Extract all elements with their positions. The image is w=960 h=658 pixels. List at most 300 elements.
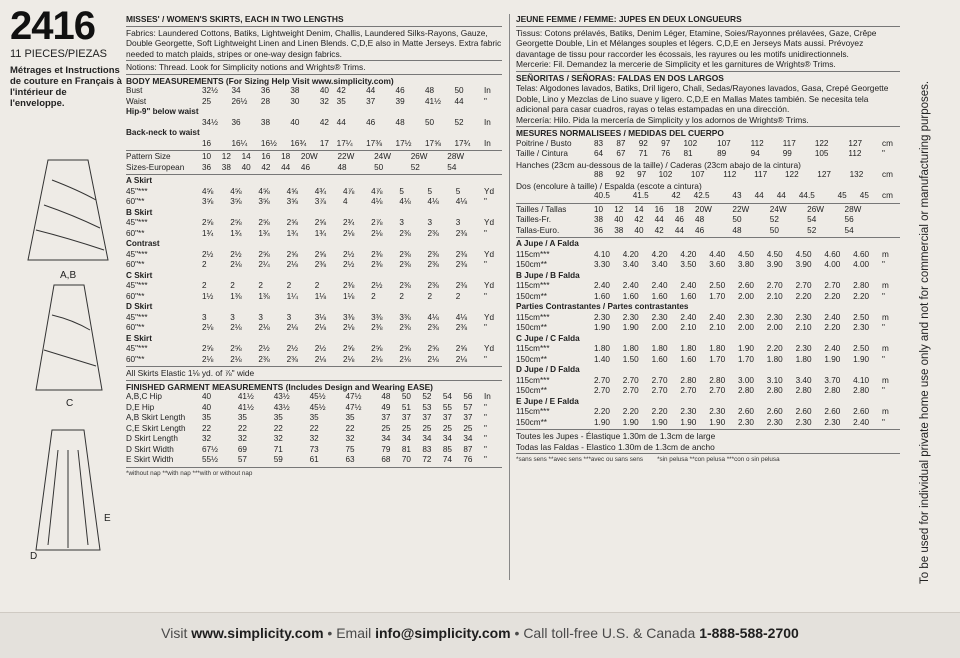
table-cell: 2½	[314, 344, 327, 353]
table-cell: 1½	[202, 291, 214, 301]
table-cell: 22	[237, 423, 247, 433]
table-cell: B Skirt	[126, 207, 153, 217]
table-cell: 25	[442, 423, 452, 433]
table-cell: 40	[202, 402, 212, 412]
table-cell: 2.40	[680, 312, 697, 322]
table-row	[516, 365, 900, 376]
table-cell: 2.50	[853, 344, 870, 353]
table-cell: 4.10	[594, 249, 610, 259]
table-cell: 36	[594, 225, 604, 235]
table-cell: 4⅛	[399, 197, 411, 206]
table-row	[126, 355, 502, 366]
table-cell: 28W	[447, 152, 465, 161]
table-cell: 22	[202, 423, 212, 433]
table-cell: 2½	[230, 249, 242, 259]
table-row	[516, 313, 900, 324]
table-cell: 2½	[202, 249, 214, 259]
table-cell: 5	[399, 186, 404, 196]
table-cell: 50	[374, 162, 384, 172]
table-row	[126, 302, 502, 313]
table-cell: 67½	[202, 444, 218, 454]
table-cell: 43	[732, 191, 742, 200]
table-cell: 72	[422, 455, 432, 464]
table-cell: 1.80	[766, 354, 783, 364]
table-cell: 25	[381, 423, 391, 433]
table-cell: 1.70	[737, 354, 754, 364]
table-cell: 2⅜	[427, 281, 439, 290]
table-cell: 48	[425, 86, 435, 95]
table-cell: 4⅞	[371, 186, 383, 196]
table-cell: 2.70	[766, 281, 783, 290]
table-cell: 38	[594, 215, 604, 224]
skirt-illustrations	[18, 150, 118, 590]
table-cell: 4.60	[853, 249, 870, 259]
table-cell: 1⅜	[230, 291, 242, 301]
table-cell: 44	[336, 117, 346, 127]
table-cell: 150cm**	[516, 386, 547, 395]
table-cell: 2⅞	[371, 218, 383, 227]
table-cell: 25	[401, 423, 411, 433]
table-cell: 2.80	[680, 375, 697, 385]
table-cell: m	[882, 249, 889, 259]
table-cell: 2.10	[709, 323, 726, 332]
table-cell: 1.60	[680, 354, 697, 364]
table-cell: 34	[401, 434, 411, 443]
table-cell: 44	[754, 191, 764, 200]
table-cell: Yd	[484, 218, 495, 227]
table-cell: 24W	[374, 152, 391, 161]
table-row	[126, 445, 502, 456]
table-cell: 2.60	[766, 407, 783, 416]
table-cell: 22	[309, 423, 319, 433]
table-cell: 2½	[342, 249, 355, 259]
table-cell: 2.30	[766, 417, 783, 427]
table-cell	[484, 163, 502, 174]
table-cell: 115cm***	[516, 281, 550, 290]
table-cell: 2⅛	[399, 354, 411, 364]
table-cell: 2.30	[709, 407, 726, 416]
table-cell: 3.10	[766, 375, 783, 385]
table-cell: m	[882, 407, 889, 416]
table-cell: 2.00	[737, 291, 754, 301]
table-cell: 117	[754, 170, 768, 179]
phone-number: 1-888-588-2700	[699, 625, 799, 641]
table-cell: 60"**	[126, 354, 145, 364]
table-cell: 46	[366, 117, 376, 127]
table-cell: 2.80	[709, 375, 726, 385]
table-row	[516, 170, 900, 181]
table-cell: 2.30	[680, 407, 697, 416]
table-row	[516, 376, 900, 387]
table-cell: 92	[638, 138, 648, 148]
table-cell: "	[882, 149, 885, 158]
table-cell: 3	[455, 218, 461, 227]
table-cell: 2⅝	[427, 344, 439, 353]
table-cell: 63	[345, 455, 355, 464]
table-cell: 24W	[769, 204, 787, 214]
table-cell: A,B,C Hip	[126, 392, 162, 401]
table-cell: 2.70	[594, 386, 610, 395]
table-cell: In	[484, 86, 491, 95]
table-cell: 3⅜	[371, 312, 383, 322]
table-cell: 2.20	[594, 407, 610, 416]
table-cell: 2⅜	[455, 228, 468, 238]
table-cell: 1¾	[230, 228, 242, 238]
table-cell: 64	[594, 149, 604, 158]
table-cell: 48	[732, 225, 742, 235]
table-cell	[484, 152, 502, 163]
table-row	[126, 229, 502, 240]
table-cell: 35	[336, 96, 346, 106]
table-cell: 2⅛	[202, 323, 214, 332]
table-cell: 45	[837, 191, 847, 200]
view-label-d: D	[30, 551, 38, 562]
table-cell: D Skirt Length	[126, 434, 178, 443]
table-cell: 45½	[309, 402, 326, 412]
table-cell: 2½	[286, 344, 298, 353]
table-cell: 41½	[425, 96, 441, 106]
table-cell: 42	[336, 86, 346, 95]
table-cell: 3⅝	[202, 197, 214, 206]
table-cell: 2.50	[709, 281, 726, 290]
table-row	[126, 281, 502, 292]
table-cell: 61	[309, 455, 319, 464]
table-cell: 2.70	[594, 375, 610, 385]
table-cell: 3⅝	[258, 197, 270, 206]
table-cell: In	[484, 138, 491, 148]
table-cell: 2⅜	[455, 249, 468, 259]
table-cell: 60"**	[126, 291, 145, 301]
table-cell: 2.50	[853, 312, 870, 322]
table-cell: Taille / Cintura	[516, 149, 568, 158]
table-cell: 41½	[237, 402, 254, 412]
table-cell: 40	[319, 86, 329, 95]
table-cell: 3	[286, 312, 292, 322]
table-cell: 22W	[337, 152, 355, 161]
table-cell: 2⅝	[342, 344, 355, 353]
table-cell: cm	[882, 191, 893, 200]
table-cell: 105	[814, 149, 829, 158]
table-cell: 3⅞	[314, 197, 327, 206]
table-cell: 2.30	[795, 312, 812, 322]
table-cell: 2⅝	[399, 344, 411, 353]
table-row	[126, 260, 502, 271]
table-cell: 38	[260, 117, 271, 127]
table-cell: 17⅝	[425, 138, 441, 148]
table-cell: 52	[807, 225, 817, 235]
table-row	[126, 239, 502, 250]
table-cell: 3	[202, 312, 207, 322]
table-cell: 107	[690, 170, 705, 179]
table-cell: 2⅛	[342, 354, 355, 364]
table-cell: 4⅞	[342, 186, 355, 196]
table-cell: Tallas-Euro.	[516, 225, 560, 235]
table-cell: 43½	[273, 392, 290, 401]
table-cell: 4.50	[766, 249, 783, 259]
table-cell: 3.00	[737, 375, 754, 385]
table-cell: "	[484, 413, 487, 422]
table-cell: 42	[671, 191, 681, 200]
table-cell: 150cm**	[516, 291, 547, 301]
table-cell: 16	[261, 152, 271, 161]
table-cell: 2.80	[824, 386, 841, 395]
table-cell: 2⅜	[371, 260, 383, 269]
table-cell: D,E Hip	[126, 402, 155, 412]
table-cell: 2⅜	[286, 354, 298, 364]
table-cell: 40	[202, 392, 212, 401]
table-cell: 4.50	[795, 249, 812, 259]
table-cell: 2.00	[737, 323, 754, 332]
table-cell: 2½	[342, 260, 355, 269]
table-row	[126, 118, 502, 129]
table-row	[126, 197, 502, 208]
table-cell: 46	[395, 86, 405, 95]
table-cell: 1¾	[202, 228, 214, 238]
english-column	[126, 14, 502, 479]
table-cell: "	[882, 386, 885, 395]
table-cell: Waist	[126, 96, 147, 106]
hanches-table	[516, 170, 900, 181]
table-cell: "	[484, 354, 487, 364]
table-cell: 44	[654, 215, 664, 224]
table-cell: Parties Contrastantes / Partes contrastantes	[516, 302, 689, 311]
table-cell: 37	[381, 413, 391, 422]
table-cell: 2	[202, 281, 207, 290]
table-cell: B Jupe / B Falda	[516, 270, 580, 280]
table-cell: 2⅝	[230, 218, 242, 227]
table-cell: 5	[427, 186, 433, 196]
table-cell: 42	[634, 215, 644, 224]
table-cell: 20W	[695, 204, 712, 214]
dos-label: Dos (encolure à taille) / Espalda (escote a cintura)	[516, 180, 702, 191]
table-cell: 2.80	[766, 386, 783, 395]
table-cell: 83	[422, 444, 432, 454]
table-cell: 115cm***	[516, 249, 550, 259]
table-cell: 4⅛	[427, 197, 439, 206]
table-cell: 2⅛	[314, 323, 327, 332]
column-divider	[509, 14, 510, 580]
table-cell: 99	[782, 149, 792, 158]
table-cell: 1.90	[853, 354, 870, 364]
table-cell: 50	[425, 117, 435, 127]
table-cell: 94	[750, 149, 760, 158]
table-cell: 2.70	[795, 281, 812, 290]
table-cell: 127	[817, 170, 831, 179]
table-cell: 34	[231, 86, 241, 95]
table-cell: 2⅜	[455, 260, 468, 269]
table-cell: 16	[202, 138, 212, 148]
table-row	[516, 292, 900, 303]
table-cell: 36	[202, 162, 212, 172]
table-cell: 2	[258, 281, 263, 290]
table-cell: 1.90	[651, 417, 668, 427]
table-cell: 2½	[258, 344, 270, 353]
table-cell: 2.20	[824, 323, 841, 332]
table-cell: 48	[337, 162, 347, 172]
table-cell: "	[484, 228, 487, 238]
table-row	[126, 97, 502, 108]
table-cell: 37	[366, 96, 376, 106]
table-cell: 2.30	[737, 417, 754, 427]
table-cell: 36	[260, 86, 271, 95]
table-cell: 2.60	[824, 407, 841, 416]
table-cell: 2.00	[651, 323, 668, 332]
table-cell: Yd	[484, 186, 495, 196]
table-cell: 75	[345, 444, 355, 454]
table-cell: 2¾	[342, 218, 355, 227]
table-cell: 76	[661, 149, 671, 158]
table-cell: 4⅛	[427, 312, 439, 322]
table-cell: 44.5	[798, 191, 815, 200]
table-cell: 1¼	[286, 291, 298, 301]
table-cell: 2⅛	[427, 354, 439, 364]
table-cell: 17¼	[336, 138, 353, 148]
table-cell: 46	[674, 215, 684, 224]
table-cell: 1.90	[824, 354, 841, 364]
table-row	[516, 215, 900, 226]
table-cell: 1¾	[314, 228, 327, 238]
finished-garment-table	[126, 392, 502, 466]
table-cell: 35	[309, 413, 319, 422]
table-cell: 2⅜	[371, 249, 383, 259]
table-cell: D Skirt Width	[126, 444, 174, 454]
website-link[interactable]: www.simplicity.com	[191, 625, 324, 641]
table-cell: 85	[442, 444, 452, 454]
table-cell: 117	[782, 138, 796, 148]
email-link[interactable]: info@simplicity.com	[375, 625, 511, 641]
table-cell: 67	[616, 149, 626, 158]
table-cell: 4.00	[853, 260, 870, 269]
table-cell: 3.40	[795, 375, 812, 385]
table-cell: Yd	[484, 344, 495, 353]
table-cell: 1.60	[651, 291, 668, 301]
en-finished-garment-title: FINISHED GARMENT MEASUREMENTS (Includes Design and Wearing EASE)	[126, 381, 433, 392]
table-cell: 2⅜	[455, 323, 468, 332]
table-cell: 2⅛	[230, 354, 242, 364]
table-cell: 2.10	[766, 291, 783, 301]
table-cell: 52	[454, 117, 464, 127]
table-cell: 53	[422, 402, 432, 412]
table-cell: 22W	[732, 204, 750, 214]
table-cell: A Skirt	[126, 176, 153, 185]
table-row	[516, 397, 900, 408]
table-cell: 2⅛	[342, 228, 355, 238]
fr-title: JEUNE FEMME / FEMME: JUPES EN DEUX LONGUEURS	[516, 14, 742, 24]
table-cell: 2	[371, 291, 376, 301]
table-cell: 2.30	[737, 312, 754, 322]
table-cell: 55	[442, 402, 452, 412]
table-cell: 2.10	[795, 323, 812, 332]
table-row	[126, 323, 502, 334]
table-row	[126, 292, 502, 303]
table-cell: 45"***	[126, 249, 148, 259]
table-cell: m	[882, 281, 889, 290]
table-cell: 2⅝	[202, 218, 214, 227]
table-cell: 2.30	[853, 323, 870, 332]
table-cell: 22	[345, 423, 355, 433]
table-cell: Yd	[484, 281, 495, 290]
table-cell: 76	[463, 455, 473, 464]
table-cell: 112	[848, 149, 862, 158]
table-cell: 2.40	[853, 417, 870, 427]
table-cell: 1.90	[680, 417, 697, 427]
table-cell: 35	[273, 413, 283, 422]
table-row	[126, 139, 502, 150]
table-cell: 38	[290, 86, 300, 95]
table-cell: 32	[345, 434, 355, 443]
table-cell: 1.60	[680, 291, 697, 301]
table-cell: 38	[221, 162, 231, 172]
table-cell: 2½	[371, 281, 383, 290]
table-row	[516, 302, 900, 313]
table-cell: 102	[658, 170, 673, 179]
table-cell: 2	[202, 260, 207, 269]
table-cell: 1.60	[622, 291, 639, 301]
table-cell: "	[882, 354, 885, 364]
table-cell: 4.20	[622, 249, 639, 259]
table-cell: "	[484, 96, 487, 106]
table-cell: 3	[230, 312, 235, 322]
table-row	[126, 208, 502, 219]
table-cell: 3⅝	[230, 197, 242, 206]
table-cell: 3.40	[622, 260, 639, 269]
table-cell: 17½	[395, 138, 412, 148]
table-cell: 5	[455, 186, 461, 196]
table-row	[516, 226, 900, 237]
table-cell: 2.10	[680, 323, 697, 332]
table-cell: 45"***	[126, 344, 148, 353]
table-cell: 2¼	[258, 260, 270, 269]
table-cell: C Skirt	[126, 270, 153, 280]
table-cell: 34	[442, 434, 452, 443]
en-elastic: All Skirts Elastic 1⅛ yd. of ⅞" wide	[126, 368, 255, 378]
table-cell: 44	[454, 96, 464, 106]
table-cell: 3.90	[766, 260, 783, 269]
table-cell: 39	[395, 96, 405, 106]
es-telas: Telas: Algodones lavados, Batiks, Dril ligero, Chali, Sedas/Rayones lavados, Gasa, Crepé Georgette Doble, Lino y Mezclas de Lino suave y ligero. C,D,E en Mallas Mates también. Se necesita tela adicional para casar cuadros, rayas o telas estampadas en una dirección.	[516, 83, 889, 114]
table-cell: 4⅝	[286, 186, 298, 196]
table-row	[516, 344, 900, 355]
table-cell: 4.00	[824, 260, 841, 269]
table-cell: 150cm**	[516, 260, 547, 269]
table-cell: 2.20	[795, 291, 812, 301]
fr-elastique: Toutes les Jupes - Élastique 1.30m de 1.3cm de large	[516, 431, 716, 441]
table-cell: "	[484, 260, 487, 269]
table-cell: 32	[237, 434, 247, 443]
table-cell: 115cm***	[516, 407, 550, 416]
table-cell: 45½	[309, 392, 326, 401]
table-cell: 2⅛	[286, 260, 298, 269]
es-title: SEÑORITAS / SEÑORAS: FALDAS EN DOS LARGOS	[516, 72, 724, 83]
table-cell: 34	[381, 434, 391, 443]
table-cell: 150cm**	[516, 417, 547, 427]
table-cell: 14	[634, 204, 644, 214]
table-cell: D Jupe / D Falda	[516, 365, 580, 374]
fr-mercerie: Mercerie: Fil. Demandez la mercerie de Simplicity et les garnitures de Wrights® Trims.	[516, 59, 836, 69]
table-cell: 2	[399, 291, 404, 301]
french-spanish-column	[516, 14, 900, 466]
table-cell: 1.90	[594, 417, 610, 427]
table-cell: 68	[381, 455, 391, 464]
table-row	[126, 413, 502, 424]
table-cell: 2.30	[795, 344, 812, 353]
table-cell: Pattern Size	[126, 152, 171, 161]
table-cell: 81	[683, 149, 693, 158]
table-cell: Sizes-European	[126, 162, 185, 172]
table-cell: 35	[345, 413, 355, 422]
table-cell: 47½	[345, 402, 362, 412]
table-cell: 2⅛	[371, 354, 383, 364]
